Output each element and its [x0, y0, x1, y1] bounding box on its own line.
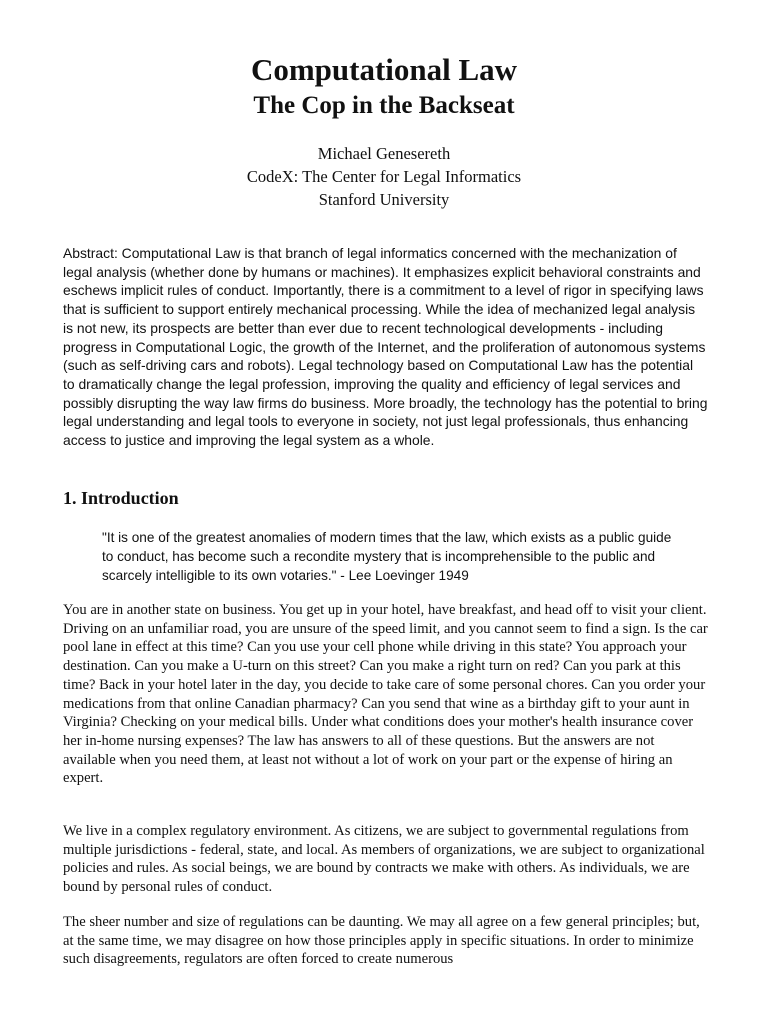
- abstract: Abstract: Computational Law is that branch of legal informatics concerned with the mechanization of legal analysis (whether done by humans or machines). It emphasizes explicit behavioral constraints and eschews implicit rules of conduct. Importantly, there is a commitment to a level of rigor in specifying laws that is sufficient to support entirely mechanical processing. While the idea of mechanized legal analysis is not new, its prospects are better than ever due to recent technological developments - including progress in Computational Logic, the growth of the Internet, and the proliferation of autonomous systems (such as self-driving cars and robots). Legal technology based on Computational Law has the potential to dramatically change the legal profession, improving the quality and efficiency of legal services and possibly disrupting the way law firms do business. More broadly, the technology has the potential to bring legal understanding and legal tools to everyone in society, not just legal professionals, thus enhancing access to justice and improving the legal system as a whole.: [63, 245, 708, 449]
- author-affiliation: CodeX: The Center for Legal Informatics: [246, 167, 522, 186]
- author-block: [0, 142, 768, 211]
- section-heading-introduction: 1. Introduction: [63, 488, 179, 508]
- document-title: Computational Law: [250, 52, 518, 87]
- document-subtitle: The Cop in the Backseat: [253, 92, 515, 119]
- epigraph-quote: "It is one of the greatest anomalies of modern times that the law, which exists as a public guide to conduct, has become such a recondite mystery that is incomprehensible to the public and scarcely intelligible to its own votaries." - Lee Loevinger 1949: [102, 530, 672, 583]
- author-institution: Stanford University: [318, 190, 450, 209]
- body-paragraph: You are in another state on business. You get up in your hotel, have breakfast, and head off to visit your client. Driving on an unfamiliar road, you are unsure of the speed limit, and you cannot seem to find a sign. Is the car pool lane in effect at this time? Can you use your cell phone while driving in this state? You approach your destination. Can you make a U-turn on this street? Can you make a right turn on red? Can you park at this time? Back in your hotel later in the day, you decide to take care of some personal chores. Can you order your medications from that online Canadian pharmacy? Can you send that wine as a birthday gift to your aunt in Virginia? Checking on your medical bills. Under what conditions does your mother's health insurance cover her in-home nursing expenses? The law has answers to all of these questions. But the answers are not available when you need them, at least not without a lot of work on your part or the expense of hiring an expert.: [63, 602, 708, 787]
- body-paragraph: The sheer number and size of regulations can be daunting. We may all agree on a few general principles; but, at the same time, we may disagree on how those principles apply in specific situations. In order to minimize such disagreements, regulators are often forced to create numerous: [63, 914, 700, 968]
- author-name: Michael Genesereth: [317, 144, 451, 163]
- body-paragraph: We live in a complex regulatory environment. As citizens, we are subject to governmental regulations from multiple jurisdictions - federal, state, and local. As members of organizations, we are subject to organizational policies and rules. As social beings, we are bound by contracts we make with others. As individuals, we are bound by personal rules of conduct.: [63, 823, 705, 896]
